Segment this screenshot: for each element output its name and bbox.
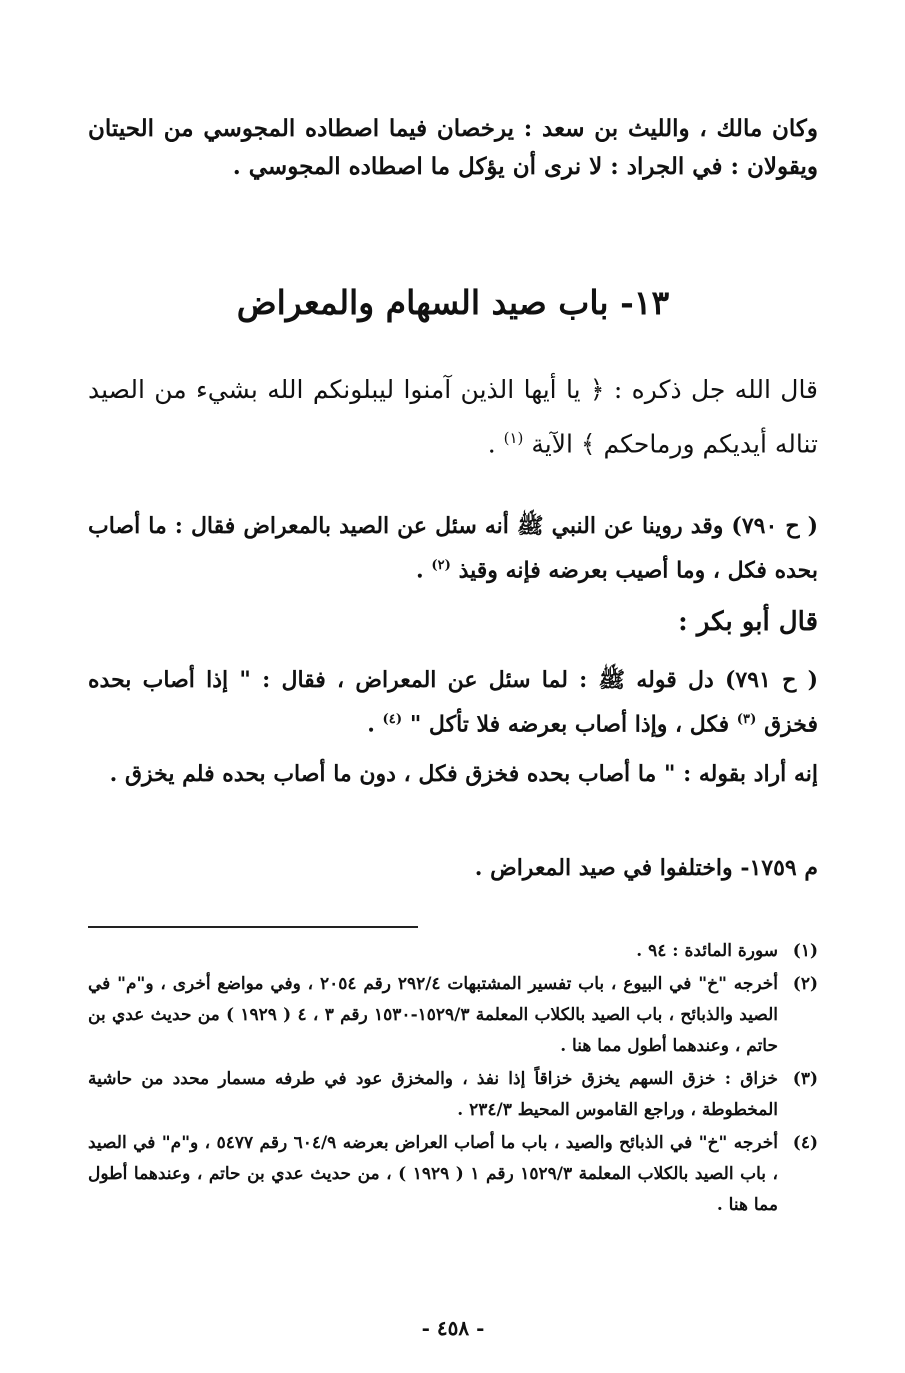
footnote-text: سورة المائدة : ٩٤ . xyxy=(636,941,778,961)
quran-tail: الآية xyxy=(531,429,573,459)
footnote-2 xyxy=(88,969,818,1062)
footnote-text: أخرجه "خ" في البيوع ، باب تفسير المشتبهات ٢٩٢/٤ رقم ٢٠٥٤ ، وفي مواضع أخرى ، و"م" في الصيد والذبائح ، باب الصيد بالكلاب المعلمة ١٥٢٩/٣-١٥٣٠ رقم ٣ ، ٤ ( ١٩٢٩ ) من حديث عدي بن حاتم ، وعندهما أطول مما هنا . xyxy=(88,974,778,1056)
hadith-791-end: . xyxy=(367,711,375,738)
hadith-791 xyxy=(88,660,818,744)
footnote-ref-2[interactable]: (٢) xyxy=(431,558,451,573)
hadith-790 xyxy=(88,506,818,590)
footnote-1 xyxy=(88,936,818,967)
footnotes xyxy=(88,936,818,1223)
quran-verse: ﴿ يا أيها الذين آمنوا ليبلونكم الله بشيء من الصيد تناله أيديكم ورماحكم ﴾ xyxy=(88,375,818,459)
quran-intro: قال الله جل ذكره : xyxy=(613,375,819,404)
page xyxy=(88,96,818,1366)
hadith-791-text: ( ح ٧٩١) دل قوله ﷺ : لما سئل عن المعراض ، فقال : " إذا أصاب بحده فخزق xyxy=(88,667,818,738)
intro-paragraph: وكان مالك ، والليث بن سعد : يرخصان فيما اصطاده المجوسي من الحيتان ويقولان : في الجراد : لا نرى أن يؤكل ما اصطاده المجوسي . xyxy=(88,115,818,180)
footnote-number: (٢) xyxy=(792,974,818,994)
footnote-text: أخرجه "خ" في الذبائح والصيد ، باب ما أصاب العراض بعرضه ٦٠٤/٩ رقم ٥٤٧٧ ، و"م" في الصيد ، باب الصيد بالكلاب المعلمة ١٥٢٩/٣ رقم ١ ( ١٩٢٩ ) ، من حديث عدي بن حاتم ، وعندهما أطول مما هنا . xyxy=(88,1133,778,1215)
footnote-text: خزاق : خزق السهم يخزق خزاقاً إذا نفذ ، والمخزق عود في طرفه مسمار محدد من حاشية المخطوطة ، وراجع القاموس المحيط ٢٣٤/٣ . xyxy=(88,1069,778,1120)
footnote-ref-1[interactable]: (١) xyxy=(503,429,524,447)
quran-end: . xyxy=(487,429,496,459)
footnote-number: (٤) xyxy=(792,1133,818,1153)
quran-paragraph xyxy=(88,366,818,468)
abu-bakr-heading: قال أبو بكر : xyxy=(678,607,818,637)
footnote-number: (٣) xyxy=(792,1069,818,1089)
hadith-790-text: ( ح ٧٩٠) وقد روينا عن النبي ﷺ أنه سئل عن الصيد بالمعراض فقال : ما أصاب بحده فكل ، وما أصيب بعرضه فإنه وقيذ xyxy=(88,513,818,584)
footnote-number: (١) xyxy=(792,941,818,961)
chapter-title: ١٣- باب صيد السهام والمعراض xyxy=(236,283,670,323)
hadith-790-end: . xyxy=(415,557,424,584)
footnote-ref-4[interactable]: (٤) xyxy=(382,712,403,727)
footnote-4 xyxy=(88,1128,818,1221)
hadith-791-text-2: فكل ، وإذا أصاب بعرضه فلا تأكل " xyxy=(409,711,730,738)
page-number: - ٤٥٨ - xyxy=(421,1316,485,1340)
footnote-3 xyxy=(88,1064,818,1126)
footnote-ref-3[interactable]: (٣) xyxy=(736,712,757,727)
masala-1759: م ١٧٥٩- واختلفوا في صيد المعراض . xyxy=(474,855,818,881)
footnote-divider xyxy=(88,926,418,928)
explanation-paragraph: إنه أراد بقوله : " ما أصاب بحده فخزق فكل ، دون ما أصاب بحده فلم يخزق . xyxy=(109,761,818,787)
